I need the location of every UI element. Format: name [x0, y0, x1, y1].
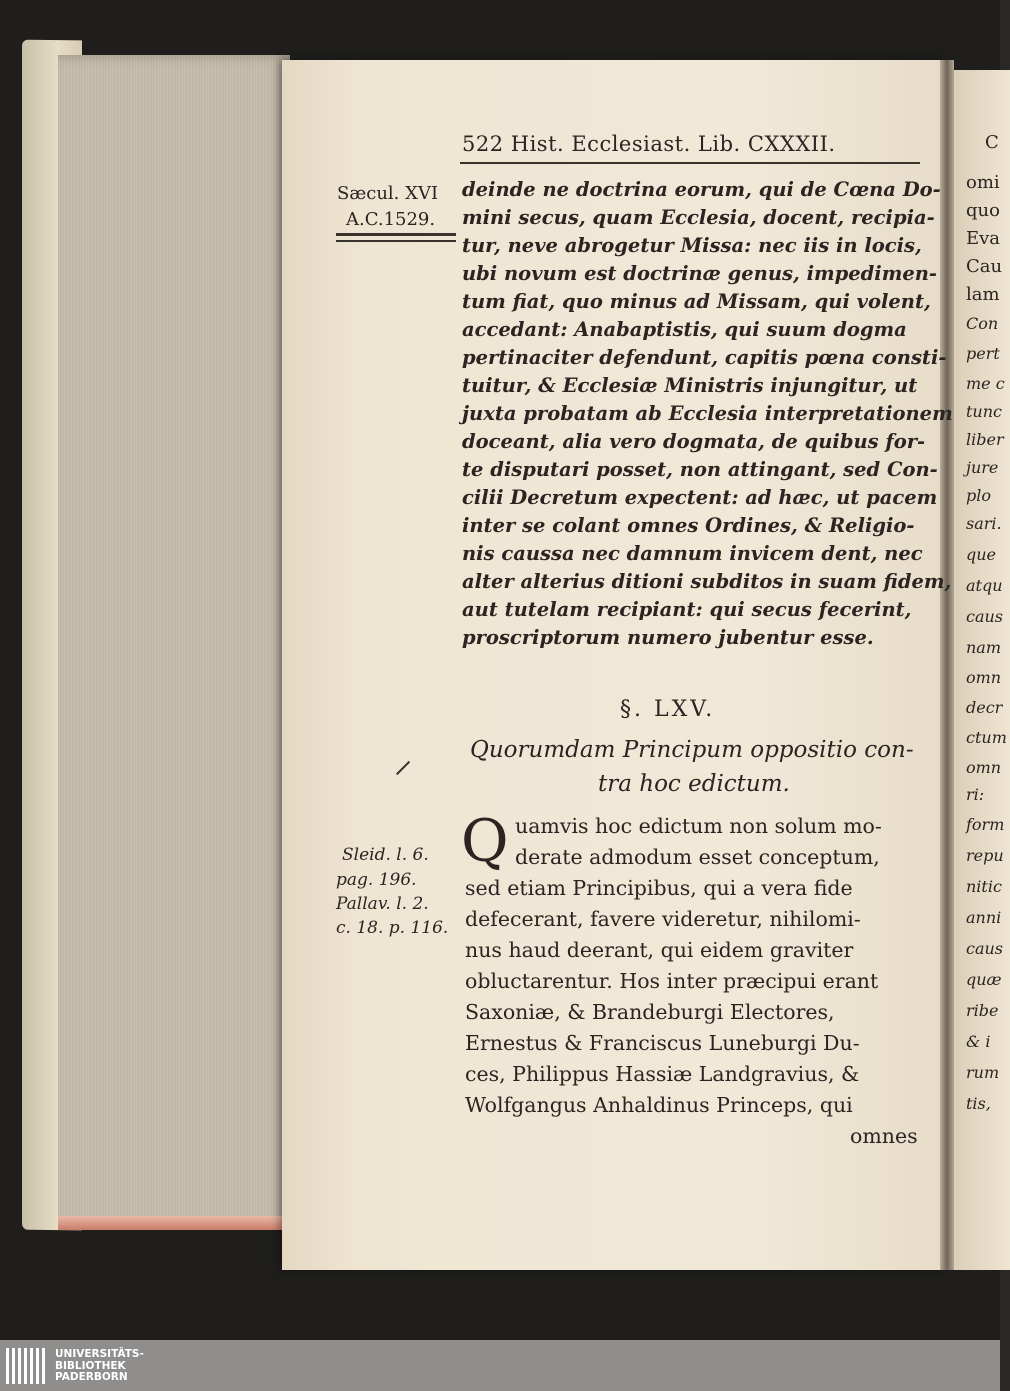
- right-page-fragment: liber: [966, 430, 1004, 449]
- library-name: [55, 1349, 144, 1384]
- right-page-fragment: me c: [966, 374, 1005, 393]
- running-head: 522 Hist. Ecclesiast. Lib. CXXXII.: [462, 132, 836, 156]
- text-line: Ernestus & Franciscus Luneburgi Du-: [465, 1031, 860, 1055]
- margin-century: Sæcul. XVI: [337, 183, 439, 204]
- book-gutter: [940, 60, 954, 1270]
- text-line: deinde ne doctrina eorum, qui de Cœna Do-: [462, 178, 941, 201]
- text-line: tuitur, & Ecclesiæ Ministris injungitur, ut: [462, 374, 918, 397]
- text-line: juxta probatam ab Ecclesia interpretationem: [462, 402, 953, 425]
- margin-ref: Pallav. l. 2.: [336, 894, 429, 914]
- right-page-fragment: caus: [966, 607, 1004, 626]
- text-line: defecerant, favere videretur, nihilomi-: [465, 907, 861, 931]
- right-page-fragment: tis,: [966, 1094, 991, 1113]
- text-line: cilii Decretum expectent: ad hæc, ut pacem: [462, 486, 938, 509]
- text-line: aut tutelam recipiant: qui secus fecerint,: [462, 598, 912, 621]
- right-page-fragment: lam: [966, 284, 1000, 305]
- text-line: pertinaciter defendunt, capitis pœna consti-: [462, 346, 947, 369]
- right-page-fragment: omn: [966, 758, 1002, 777]
- right-page-fragment: pert: [966, 344, 1000, 363]
- right-page-fragment: nitic: [966, 877, 1002, 896]
- section-heading-line-1: Quorumdam Principum oppositio con-: [470, 737, 914, 763]
- right-page-fragment: jure: [966, 458, 999, 477]
- text-line: mini secus, quam Ecclesia, docent, recipia-: [462, 206, 935, 229]
- right-page-fragment: anni: [966, 908, 1002, 927]
- margin-ref: pag. 196.: [336, 870, 417, 890]
- right-page-fragment: sari.: [966, 514, 1002, 533]
- margin-rule-2: [336, 240, 456, 242]
- library-footer: [0, 1340, 1000, 1391]
- right-page-fragment: caus: [966, 939, 1004, 958]
- right-page-fragment: omi: [966, 172, 1000, 193]
- right-page-fragment: quo: [966, 200, 1000, 221]
- right-page-fragment: Con: [966, 314, 999, 333]
- text-line: proscriptorum numero jubentur esse.: [462, 626, 874, 649]
- right-page-fragment: plo: [966, 486, 991, 505]
- margin-rule-1: [336, 233, 456, 236]
- margin-ref: c. 18. p. 116.: [336, 918, 449, 938]
- text-line: ubi novum est doctrinæ genus, impedimen-: [462, 262, 938, 285]
- right-page-fragment: & i: [966, 1032, 991, 1051]
- right-page-fragment: C: [985, 132, 999, 153]
- text-line: derate admodum esset conceptum,: [515, 845, 880, 869]
- right-page-fragment: que: [966, 545, 997, 564]
- right-page-fragment: ri:: [966, 785, 985, 804]
- library-name-line: UNIVERSITÄTS-: [55, 1348, 144, 1360]
- text-line: nis caussa nec damnum invicem dent, nec: [462, 542, 923, 565]
- drop-cap: Q: [461, 807, 509, 875]
- library-name-line: PADERBORN: [55, 1371, 128, 1383]
- right-page-fragment: tunc: [966, 402, 1002, 421]
- section-heading-line-2: tra hoc edictum.: [598, 771, 790, 797]
- right-page-fragment: atqu: [966, 576, 1003, 595]
- library-logo-icon: [6, 1348, 48, 1384]
- text-line: sed etiam Principibus, qui a vera fide: [465, 876, 853, 900]
- right-page-fragment: omn: [966, 668, 1002, 687]
- section-number: §. LXV.: [620, 697, 716, 722]
- text-line: inter se colant omnes Ordines, & Religio-: [462, 514, 915, 537]
- right-page-fragment: ctum: [966, 728, 1007, 747]
- text-line: ces, Philippus Hassiæ Landgravius, &: [465, 1062, 860, 1086]
- right-page-fragment: Cau: [966, 256, 1003, 277]
- text-line: doceant, alia vero dogmata, de quibus for-: [462, 430, 926, 453]
- text-line: alter alterius ditioni subditos in suam fidem,: [462, 570, 952, 593]
- text-line: Wolfgangus Anhaldinus Princeps, qui: [465, 1093, 853, 1117]
- right-page-fragment: decr: [966, 698, 1003, 717]
- right-page-fragment: form: [966, 815, 1005, 834]
- margin-ref: Sleid. l. 6.: [342, 845, 429, 865]
- catchword: omnes: [850, 1124, 918, 1148]
- right-page-fragment: ribe: [966, 1001, 999, 1020]
- text-line: nus haud deerant, qui eidem graviter: [465, 938, 854, 962]
- right-page-fragment: Eva: [966, 228, 1001, 249]
- head-rule: [460, 162, 920, 164]
- margin-year: A.C.1529.: [346, 209, 436, 230]
- text-line: obluctarentur. Hos inter præcipui erant: [465, 969, 879, 993]
- text-line: uamvis hoc edictum non solum mo-: [515, 814, 882, 838]
- right-page-fragment: nam: [966, 638, 1002, 657]
- text-line: tur, neve abrogetur Missa: nec iis in locis,: [462, 234, 922, 257]
- right-page-fragment: repu: [966, 846, 1004, 865]
- right-page-fragment: quæ: [966, 970, 1002, 989]
- text-line: Saxoniæ, & Brandeburgi Electores,: [465, 1000, 835, 1024]
- library-name-line: BIBLIOTHEK: [55, 1359, 126, 1372]
- text-line: accedant: Anabaptistis, qui suum dogma: [462, 318, 907, 341]
- text-line: tum fiat, quo minus ad Missam, qui volent,: [462, 290, 931, 313]
- page-edges: [58, 55, 290, 1230]
- text-line: te disputari posset, non attingant, sed Con-: [462, 458, 938, 481]
- right-page-fragment: rum: [966, 1063, 1000, 1082]
